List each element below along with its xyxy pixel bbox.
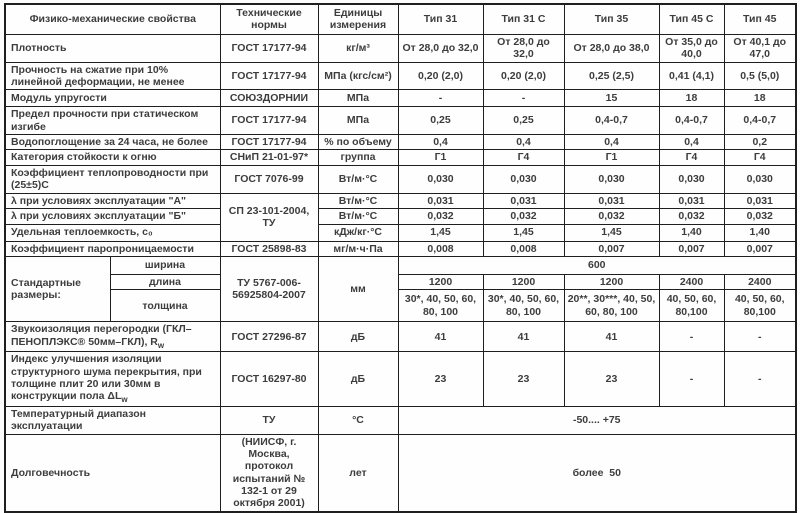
value-cell: 2400 bbox=[659, 274, 724, 289]
row-fire-resistance bbox=[5, 150, 796, 165]
row-thermal-conductivity bbox=[5, 165, 796, 193]
value-cell: 23 bbox=[398, 352, 483, 407]
size-sub-label-width: ширина bbox=[110, 256, 220, 274]
value-cell: 15 bbox=[564, 90, 659, 107]
value-cell: 1200 bbox=[483, 274, 564, 289]
value-cell: 0,2 bbox=[724, 135, 796, 150]
value-cell: 1,45 bbox=[564, 224, 659, 241]
value-cell: 1,40 bbox=[659, 224, 724, 241]
value-cell: 0,007 bbox=[724, 241, 796, 256]
value-cell: 30*, 40, 50, 60, 80, 100 bbox=[398, 290, 483, 322]
value-cell: 0,4-0,7 bbox=[564, 107, 659, 135]
value-cell: 18 bbox=[724, 90, 796, 107]
value-cell: 0,007 bbox=[659, 241, 724, 256]
value-cell: 0,031 bbox=[564, 193, 659, 208]
norm-cell: ГОСТ 25898-83 bbox=[220, 241, 318, 256]
value-cell: 30*, 40, 50, 60, 80, 100 bbox=[483, 290, 564, 322]
unit-cell: кДж/кг·°С bbox=[318, 224, 398, 241]
value-cell: 0,031 bbox=[483, 193, 564, 208]
value-cell: 0,4 bbox=[483, 135, 564, 150]
value-cell: 0,032 bbox=[483, 209, 564, 224]
value-cell: Г1 bbox=[564, 150, 659, 165]
unit-cell: МПа bbox=[318, 90, 398, 107]
row-water-absorption bbox=[5, 135, 796, 150]
value-cell: 0,031 bbox=[659, 193, 724, 208]
norm-cell: ГОСТ 17177-94 bbox=[220, 135, 318, 150]
value-cell: 0,4-0,7 bbox=[724, 107, 796, 135]
unit-cell: Вт/м·°С bbox=[318, 193, 398, 208]
property-label: Удельная теплоемкость, с₀ bbox=[5, 224, 220, 241]
value-cell: 0,4 bbox=[398, 135, 483, 150]
value-cell-span: 600 bbox=[398, 256, 796, 274]
value-cell: 0,030 bbox=[483, 165, 564, 193]
size-sub-label-length: длина bbox=[110, 274, 220, 289]
col-header-type-31c: Тип 31 С bbox=[483, 4, 564, 34]
value-cell: - bbox=[659, 352, 724, 407]
row-impact-noise-index bbox=[5, 352, 796, 407]
norm-cell-merged: СП 23-101-2004, ТУ bbox=[220, 193, 318, 241]
row-size-length bbox=[5, 274, 796, 289]
norm-cell: СОЮЗДОРНИИ bbox=[220, 90, 318, 107]
row-durability bbox=[5, 434, 796, 512]
col-header-properties: Физико-механические свойства bbox=[5, 4, 220, 34]
value-cell: 1200 bbox=[564, 274, 659, 289]
norm-cell: ТУ bbox=[220, 406, 318, 434]
norm-cell-merged: ТУ 5767-006-56925804-2007 bbox=[220, 256, 318, 321]
value-cell: 0,25 bbox=[398, 107, 483, 135]
value-cell: 2400 bbox=[724, 274, 796, 289]
row-size-thickness bbox=[5, 290, 796, 322]
value-cell: 0,030 bbox=[724, 165, 796, 193]
unit-cell: дБ bbox=[318, 352, 398, 407]
value-cell: 0,032 bbox=[398, 209, 483, 224]
property-label: Долговечность bbox=[5, 434, 220, 512]
property-label: Прочность на сжатие при 10% линейной деформации, не менее bbox=[5, 62, 220, 90]
value-cell: - bbox=[724, 352, 796, 407]
col-header-type-45c: Тип 45 С bbox=[659, 4, 724, 34]
value-cell: 0,032 bbox=[724, 209, 796, 224]
value-cell: 0,031 bbox=[724, 193, 796, 208]
row-sound-insulation bbox=[5, 322, 796, 352]
value-cell-span: более 50 bbox=[398, 434, 796, 512]
value-cell: 41 bbox=[564, 322, 659, 352]
properties-table bbox=[4, 3, 797, 513]
row-density bbox=[5, 34, 796, 62]
col-header-norms: Технические нормы bbox=[220, 4, 318, 34]
property-label: λ при условиях эксплуатации "Б" bbox=[5, 209, 220, 224]
unit-cell: кг/м³ bbox=[318, 34, 398, 62]
size-group-label: Стандартные размеры: bbox=[5, 256, 110, 321]
row-heat-capacity bbox=[5, 224, 796, 241]
unit-cell: дБ bbox=[318, 322, 398, 352]
property-label: Плотность bbox=[5, 34, 220, 62]
col-header-type-35: Тип 35 bbox=[564, 4, 659, 34]
value-cell: 0,4 bbox=[564, 135, 659, 150]
value-cell: - bbox=[724, 322, 796, 352]
value-cell: 0,007 bbox=[564, 241, 659, 256]
row-temperature-range bbox=[5, 406, 796, 434]
property-label bbox=[5, 352, 220, 407]
value-cell: 1,45 bbox=[398, 224, 483, 241]
row-compressive-strength bbox=[5, 62, 796, 90]
norm-cell: ГОСТ 27296-87 bbox=[220, 322, 318, 352]
value-cell: - bbox=[659, 322, 724, 352]
value-cell: 0,4-0,7 bbox=[659, 107, 724, 135]
value-cell: 20**, 30***, 40, 50, 60, 80, 100 bbox=[564, 290, 659, 322]
value-cell: Г4 bbox=[724, 150, 796, 165]
table-header-row bbox=[5, 4, 796, 34]
norm-cell: СНиП 21-01-97* bbox=[220, 150, 318, 165]
unit-cell: Вт/м·°С bbox=[318, 165, 398, 193]
property-label: Температурный диапазон эксплуатации bbox=[5, 406, 220, 434]
value-cell: 40, 50, 60, 80,100 bbox=[724, 290, 796, 322]
unit-cell: °С bbox=[318, 406, 398, 434]
col-header-type-45: Тип 45 bbox=[724, 4, 796, 34]
value-cell: 1,45 bbox=[483, 224, 564, 241]
value-cell: - bbox=[483, 90, 564, 107]
property-label: Коэффициент паропроницаемости bbox=[5, 241, 220, 256]
value-cell: 0,032 bbox=[659, 209, 724, 224]
value-cell: 0,031 bbox=[398, 193, 483, 208]
property-label-text: Звукоизоляция перегородки (ГКЛ–ПЕНОПЛЭКС® 50мм–ГКЛ), R bbox=[11, 323, 192, 348]
unit-cell: % по объему bbox=[318, 135, 398, 150]
value-cell: 1200 bbox=[398, 274, 483, 289]
property-label: Водопоглощение за 24 часа, не более bbox=[5, 135, 220, 150]
property-label-subscript: w bbox=[157, 340, 165, 350]
value-cell: 41 bbox=[483, 322, 564, 352]
value-cell: 0,4 bbox=[659, 135, 724, 150]
value-cell: 1,40 bbox=[724, 224, 796, 241]
property-label-text: Индекс улучшения изоляции структурного шума перекрытия, при толщине плит 20 или 30мм в конструкции пола ΔL bbox=[11, 353, 202, 403]
row-elastic-modulus bbox=[5, 90, 796, 107]
value-cell: 0,20 (2,0) bbox=[398, 62, 483, 90]
value-cell: 0,032 bbox=[564, 209, 659, 224]
value-cell: 18 bbox=[659, 90, 724, 107]
norm-cell: ГОСТ 7076-99 bbox=[220, 165, 318, 193]
norm-cell: ГОСТ 16297-80 bbox=[220, 352, 318, 407]
unit-cell: лет bbox=[318, 434, 398, 512]
value-cell: 0,20 (2,0) bbox=[483, 62, 564, 90]
property-label: Модуль упругости bbox=[5, 90, 220, 107]
value-cell: 0,25 bbox=[483, 107, 564, 135]
value-cell: 0,25 (2,5) bbox=[564, 62, 659, 90]
row-vapor-permeability bbox=[5, 241, 796, 256]
value-cell: 0,008 bbox=[398, 241, 483, 256]
value-cell-span: -50.... +75 bbox=[398, 406, 796, 434]
size-sub-label-thickness: толщина bbox=[110, 290, 220, 322]
value-cell: 0,030 bbox=[564, 165, 659, 193]
value-cell: От 28,0 до 32,0 bbox=[398, 34, 483, 62]
row-lambda-b bbox=[5, 209, 796, 224]
value-cell: Г4 bbox=[659, 150, 724, 165]
norm-cell: ГОСТ 17177-94 bbox=[220, 34, 318, 62]
col-header-units: Единицы измерения bbox=[318, 4, 398, 34]
col-header-type-31: Тип 31 bbox=[398, 4, 483, 34]
norm-cell: ГОСТ 17177-94 bbox=[220, 107, 318, 135]
value-cell: От 40,1 до 47,0 bbox=[724, 34, 796, 62]
value-cell: 0,030 bbox=[398, 165, 483, 193]
unit-cell: группа bbox=[318, 150, 398, 165]
property-label: Категория стойкости к огню bbox=[5, 150, 220, 165]
unit-cell-merged: мм bbox=[318, 256, 398, 321]
property-label: Предел прочности при статическом изгибе bbox=[5, 107, 220, 135]
row-bending-strength bbox=[5, 107, 796, 135]
value-cell: Г1 bbox=[398, 150, 483, 165]
value-cell: 0,5 (5,0) bbox=[724, 62, 796, 90]
row-lambda-a bbox=[5, 193, 796, 208]
property-label-subscript: w bbox=[121, 395, 128, 405]
norm-cell: ГОСТ 17177-94 bbox=[220, 62, 318, 90]
property-label: Коэффициент теплопроводности при (25±5)С bbox=[5, 165, 220, 193]
value-cell: От 35,0 до 40,0 bbox=[659, 34, 724, 62]
value-cell: 0,008 bbox=[483, 241, 564, 256]
value-cell: От 28,0 до 32,0 bbox=[483, 34, 564, 62]
value-cell: 0,030 bbox=[659, 165, 724, 193]
value-cell: 23 bbox=[483, 352, 564, 407]
value-cell: 41 bbox=[398, 322, 483, 352]
property-label bbox=[5, 322, 220, 352]
value-cell: 23 bbox=[564, 352, 659, 407]
value-cell: - bbox=[398, 90, 483, 107]
value-cell: Г4 bbox=[483, 150, 564, 165]
value-cell: 40, 50, 60, 80,100 bbox=[659, 290, 724, 322]
property-label: λ при условиях эксплуатации "А" bbox=[5, 193, 220, 208]
unit-cell: Вт/м·°С bbox=[318, 209, 398, 224]
value-cell: 0,41 (4,1) bbox=[659, 62, 724, 90]
row-size-width bbox=[5, 256, 796, 274]
norm-cell: (НИИСФ, г. Москва, протокол испытаний № 132-1 от 29 октября 2001) bbox=[220, 434, 318, 512]
unit-cell: МПа bbox=[318, 107, 398, 135]
value-cell: От 28,0 до 38,0 bbox=[564, 34, 659, 62]
unit-cell: мг/м·ч·Па bbox=[318, 241, 398, 256]
unit-cell: МПа (кгс/см²) bbox=[318, 62, 398, 90]
